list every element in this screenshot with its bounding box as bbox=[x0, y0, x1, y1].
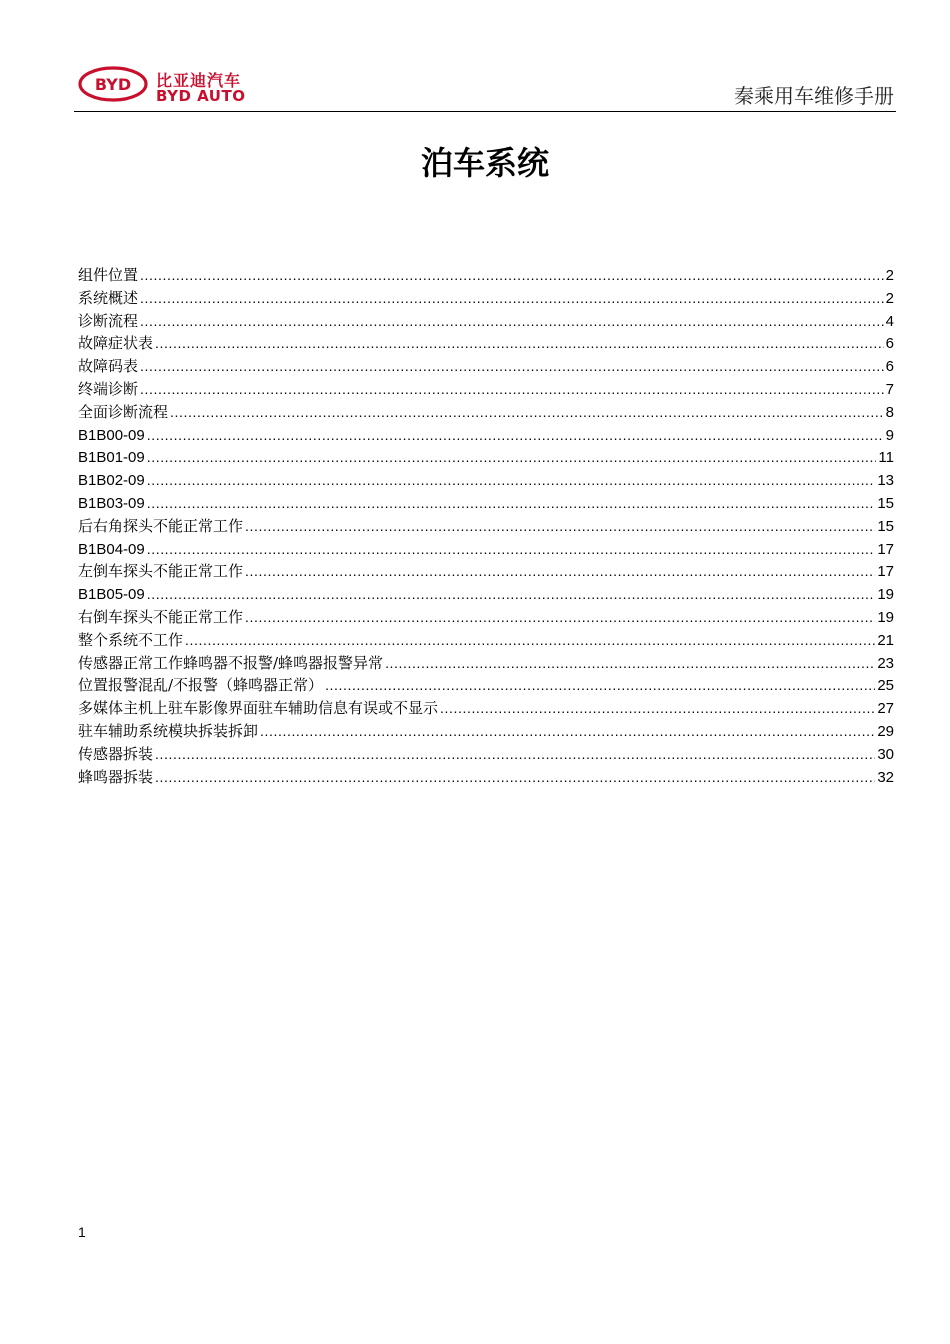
toc-entry-label: 蜂鸣器拆装 bbox=[78, 767, 154, 786]
toc-entry[interactable] bbox=[78, 583, 894, 606]
toc-entry-page: 4 bbox=[885, 312, 894, 330]
toc-dot-leader bbox=[140, 378, 884, 401]
toc-entry-label: B1B03-09 bbox=[78, 494, 145, 512]
toc-entry[interactable] bbox=[78, 652, 894, 675]
toc-entry[interactable] bbox=[78, 629, 894, 652]
toc-dot-leader bbox=[245, 606, 875, 629]
toc-dot-leader bbox=[155, 766, 875, 789]
toc-dot-leader bbox=[185, 629, 875, 652]
toc-dot-leader bbox=[147, 492, 876, 515]
toc-entry-label: 传感器正常工作蜂鸣器不报警/蜂鸣器报警异常 bbox=[78, 653, 384, 672]
toc-entry[interactable] bbox=[78, 355, 894, 378]
byd-logo bbox=[78, 66, 278, 104]
toc-entry-label: 终端诊断 bbox=[78, 379, 139, 398]
toc-entry-page: 21 bbox=[877, 631, 894, 649]
toc-entry-label: B1B05-09 bbox=[78, 586, 145, 604]
toc-entry[interactable] bbox=[78, 720, 894, 743]
toc-entry-page: 6 bbox=[885, 358, 894, 376]
toc-entry-page: 23 bbox=[877, 654, 894, 672]
toc-entry[interactable] bbox=[78, 674, 894, 697]
toc-dot-leader bbox=[155, 743, 875, 766]
brand-name-en: BYD AUTO bbox=[156, 87, 246, 105]
toc-entry[interactable] bbox=[78, 538, 894, 561]
toc-entry[interactable] bbox=[78, 332, 894, 355]
toc-entry-label: 诊断流程 bbox=[78, 311, 139, 330]
toc-entry[interactable] bbox=[78, 697, 894, 720]
toc-entry-page: 17 bbox=[877, 563, 894, 581]
toc-dot-leader bbox=[440, 697, 875, 720]
toc-entry[interactable] bbox=[78, 766, 894, 789]
toc-dot-leader bbox=[147, 583, 876, 606]
page-header bbox=[76, 60, 896, 112]
toc-dot-leader bbox=[260, 720, 875, 743]
logo-mark-text: BYD bbox=[94, 75, 132, 94]
toc-entry-label: 左倒车探头不能正常工作 bbox=[78, 562, 244, 581]
toc-entry-page: 2 bbox=[885, 289, 894, 307]
toc-entry-label: 全面诊断流程 bbox=[78, 402, 169, 421]
toc-dot-leader bbox=[245, 560, 875, 583]
toc-entry[interactable] bbox=[78, 310, 894, 333]
toc-entry[interactable] bbox=[78, 469, 894, 492]
toc-entry-page: 8 bbox=[885, 403, 894, 421]
toc-entry-page: 19 bbox=[877, 586, 894, 604]
page-number: 1 bbox=[78, 1224, 86, 1240]
toc-entry-page: 27 bbox=[877, 700, 894, 718]
toc-entry[interactable] bbox=[78, 560, 894, 583]
toc-entry-label: 后右角探头不能正常工作 bbox=[78, 516, 244, 535]
toc-dot-leader bbox=[325, 674, 875, 697]
toc-entry-label: 位置报警混乱/不报警（蜂鸣器正常） bbox=[78, 676, 324, 695]
toc-dot-leader bbox=[385, 652, 875, 675]
toc-dot-leader bbox=[147, 538, 876, 561]
table-of-contents bbox=[78, 264, 894, 788]
toc-entry-page: 9 bbox=[885, 426, 894, 444]
toc-entry-page: 29 bbox=[877, 722, 894, 740]
toc-entry-label: 故障码表 bbox=[78, 357, 139, 376]
toc-dot-leader bbox=[147, 424, 884, 447]
toc-entry-page: 25 bbox=[877, 677, 894, 695]
toc-dot-leader bbox=[147, 469, 876, 492]
toc-entry[interactable] bbox=[78, 424, 894, 447]
toc-entry[interactable] bbox=[78, 264, 894, 287]
toc-entry-label: 驻车辅助系统模块拆装拆卸 bbox=[78, 721, 259, 740]
toc-entry-page: 15 bbox=[877, 494, 894, 512]
toc-entry[interactable] bbox=[78, 515, 894, 538]
toc-entry[interactable] bbox=[78, 492, 894, 515]
toc-entry[interactable] bbox=[78, 401, 894, 424]
toc-entry-page: 7 bbox=[885, 380, 894, 398]
toc-entry[interactable] bbox=[78, 287, 894, 310]
toc-entry-label: 故障症状表 bbox=[78, 334, 154, 353]
header-divider bbox=[74, 111, 896, 112]
toc-entry-page: 19 bbox=[877, 608, 894, 626]
toc-entry-label: 右倒车探头不能正常工作 bbox=[78, 607, 244, 626]
toc-entry-page: 11 bbox=[878, 449, 894, 467]
brand-name-cn: 比亚迪汽车 bbox=[156, 71, 242, 90]
byd-logo-mark bbox=[78, 66, 148, 102]
toc-dot-leader bbox=[170, 401, 884, 424]
toc-dot-leader bbox=[140, 264, 884, 287]
toc-entry-page: 17 bbox=[877, 540, 894, 558]
toc-entry-page: 15 bbox=[877, 517, 894, 535]
toc-entry-label: B1B00-09 bbox=[78, 426, 145, 444]
toc-entry-page: 13 bbox=[877, 472, 894, 490]
toc-entry-label: 系统概述 bbox=[78, 288, 139, 307]
toc-entry[interactable] bbox=[78, 446, 894, 469]
manual-title: 秦乘用车维修手册 bbox=[734, 84, 894, 108]
toc-entry[interactable] bbox=[78, 378, 894, 401]
toc-entry-page: 30 bbox=[877, 745, 894, 763]
toc-entry-page: 2 bbox=[885, 267, 894, 284]
toc-entry-label: 多媒体主机上驻车影像界面驻车辅助信息有误或不显示 bbox=[78, 699, 439, 718]
toc-dot-leader bbox=[245, 515, 875, 538]
toc-dot-leader bbox=[147, 446, 877, 469]
toc-entry-label: B1B01-09 bbox=[78, 449, 145, 467]
toc-entry-page: 6 bbox=[885, 335, 894, 353]
toc-entry-label: B1B04-09 bbox=[78, 540, 145, 558]
toc-entry-label: B1B02-09 bbox=[78, 472, 145, 490]
page-title: 泊车系统 bbox=[420, 144, 549, 182]
toc-dot-leader bbox=[140, 310, 884, 333]
toc-entry[interactable] bbox=[78, 606, 894, 629]
toc-entry-label: 组件位置 bbox=[78, 266, 139, 284]
toc-dot-leader bbox=[155, 332, 884, 355]
toc-entry-label: 传感器拆装 bbox=[78, 744, 154, 763]
toc-dot-leader bbox=[140, 287, 884, 310]
toc-dot-leader bbox=[140, 355, 884, 378]
toc-entry[interactable] bbox=[78, 743, 894, 766]
toc-entry-page: 32 bbox=[877, 768, 894, 786]
toc-entry-label: 整个系统不工作 bbox=[78, 630, 184, 649]
